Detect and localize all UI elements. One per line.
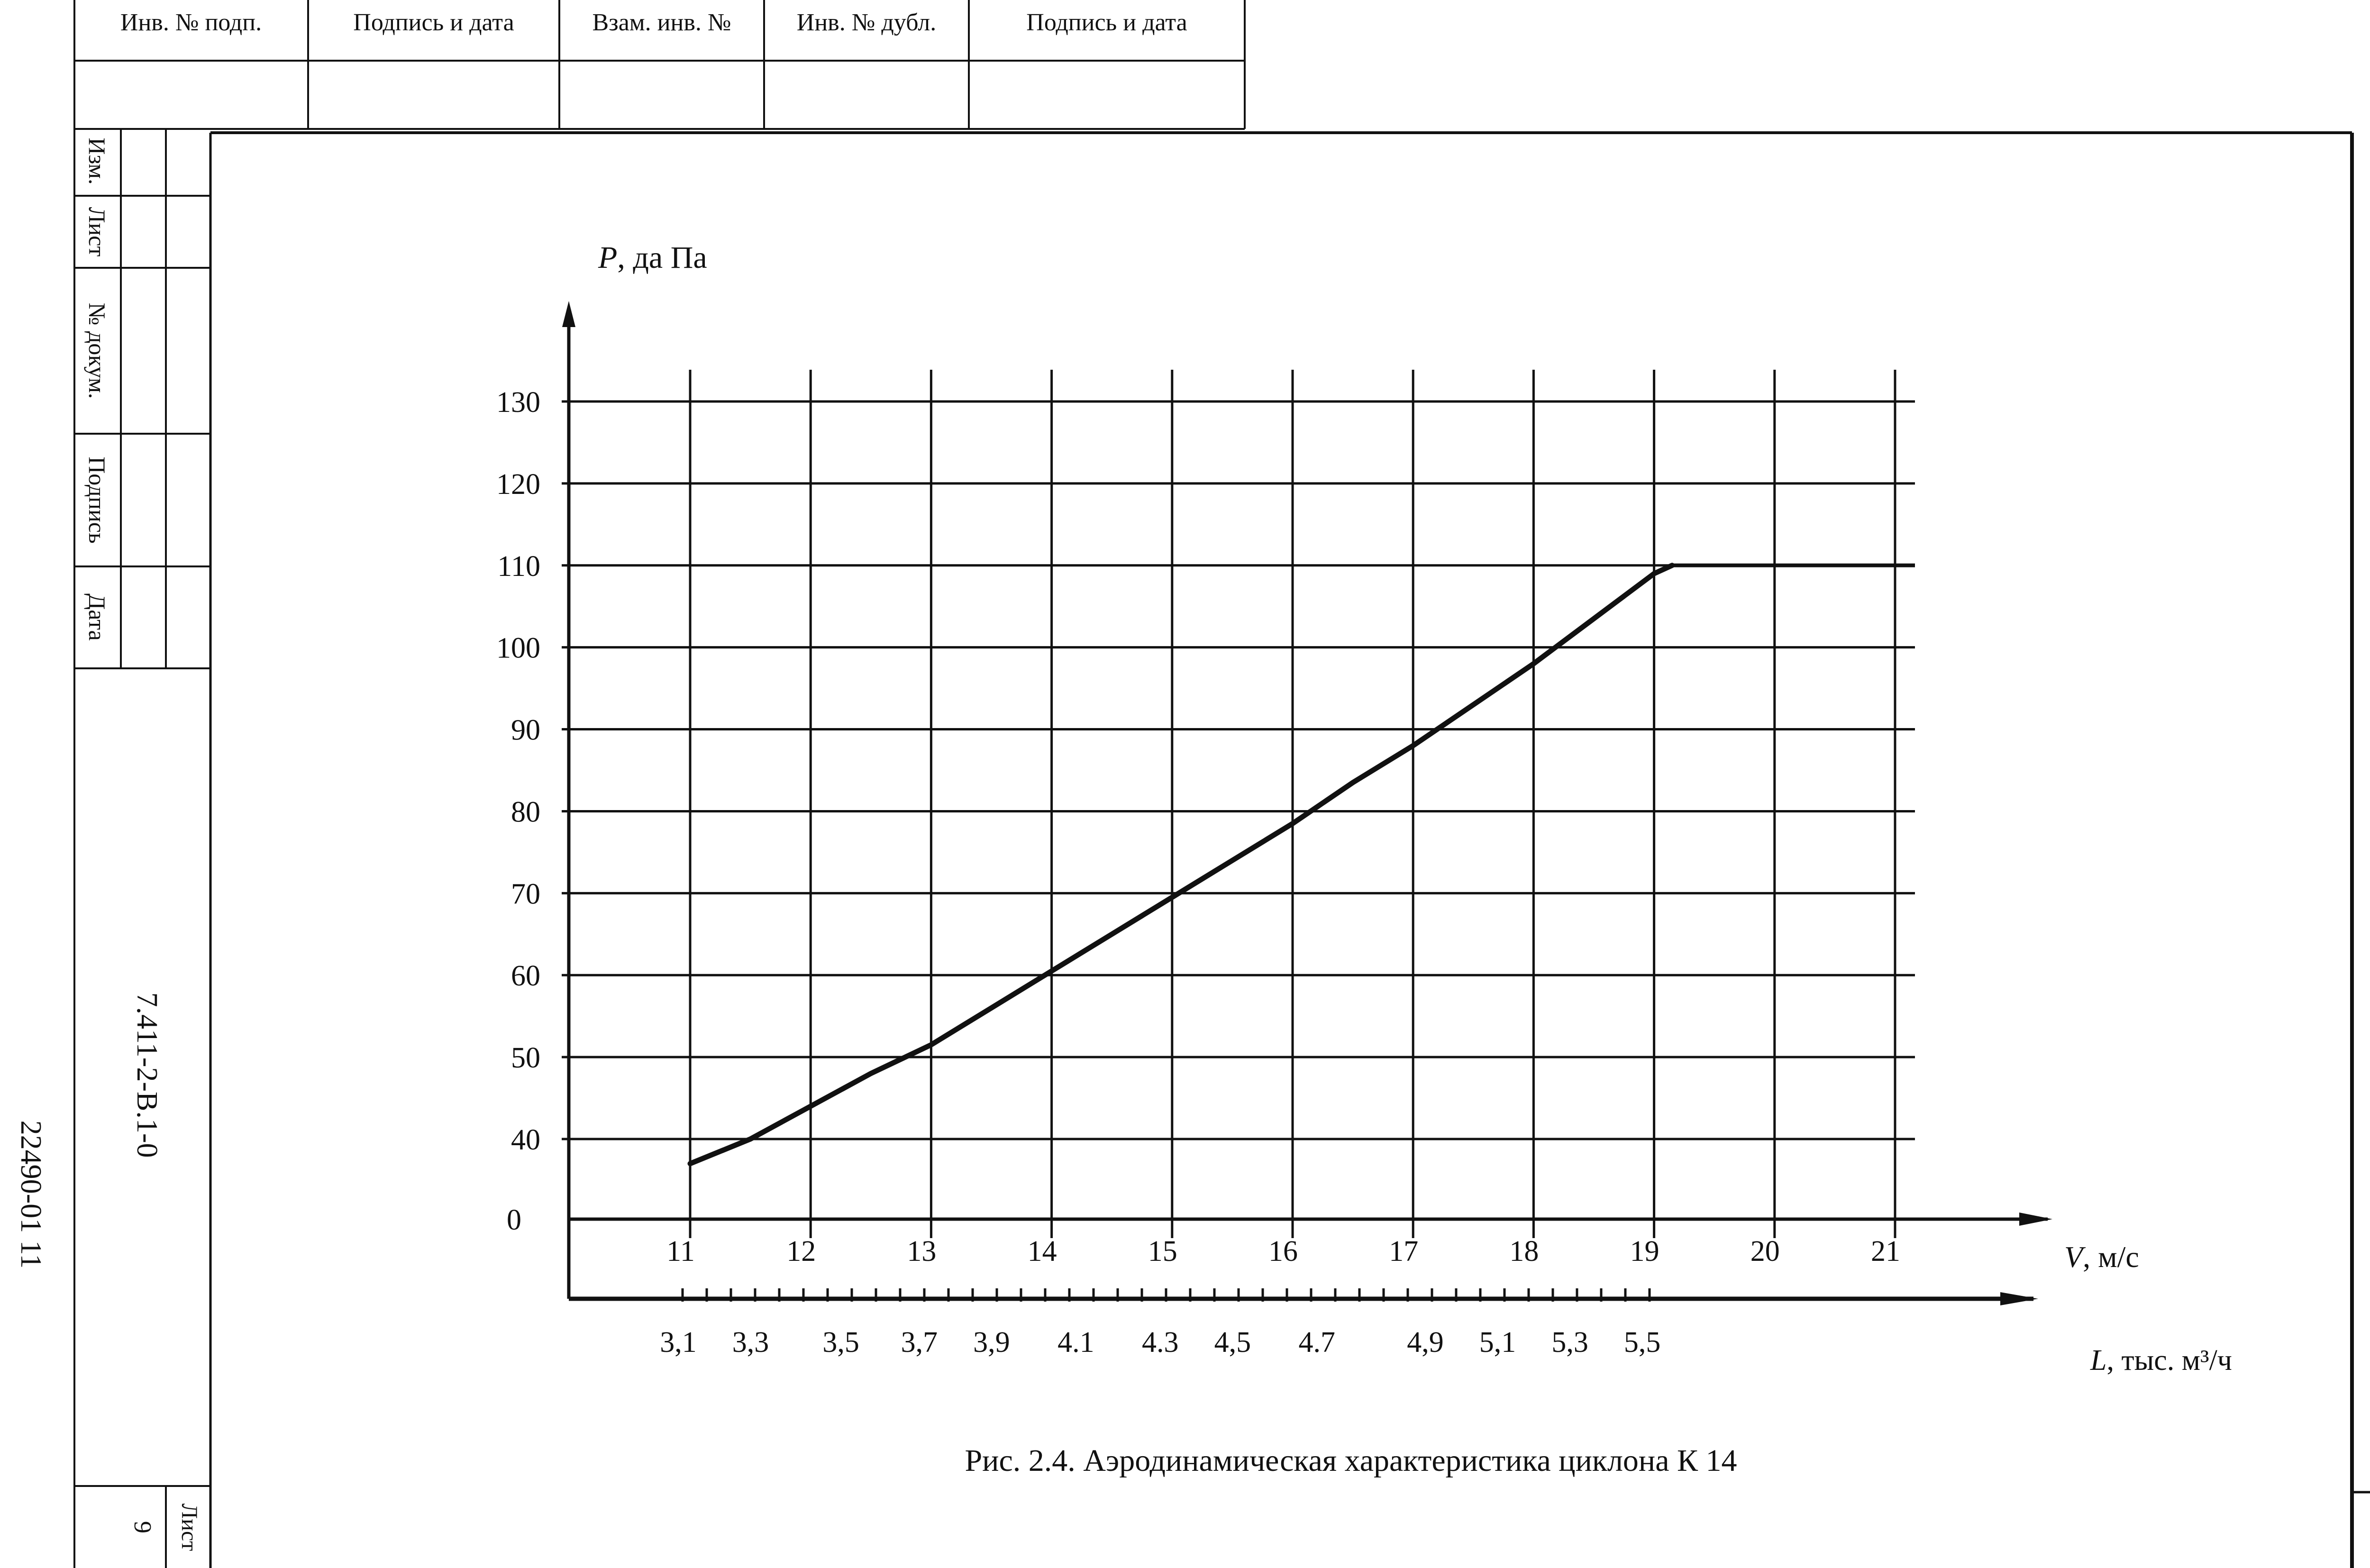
x2-tick-labels bbox=[660, 1326, 1660, 1358]
x2-axis-label: L, тыс. м³/ч bbox=[2090, 1344, 2232, 1377]
x2-tick-label-3,3: 3,3 bbox=[732, 1326, 769, 1358]
x2-axis-arrow bbox=[2000, 1292, 2038, 1305]
x2-tick-label-4,9: 4,9 bbox=[1407, 1326, 1444, 1358]
y-tick-label-60: 60 bbox=[511, 960, 540, 993]
stamp-label-izm: Изм. bbox=[84, 137, 110, 185]
x-tick-label-13: 13 bbox=[907, 1235, 937, 1267]
archive-number: 22490-01 11 bbox=[15, 1120, 47, 1269]
stamp-header-podpis-data-2: Подпись и дата bbox=[1026, 9, 1187, 36]
x2-tick-label-4.1: 4.1 bbox=[1057, 1326, 1094, 1358]
top-stamp-headers bbox=[120, 9, 1187, 36]
y-tick-label-70: 70 bbox=[511, 878, 540, 911]
grid-horizontal-lines bbox=[562, 401, 1915, 1139]
x2-tick-label-3,1: 3,1 bbox=[660, 1326, 697, 1358]
x2-tick-label-3,5: 3,5 bbox=[822, 1326, 859, 1358]
stamp-label-nomer-dokum: № докум. bbox=[84, 302, 110, 399]
x2-tick-label-3,9: 3,9 bbox=[973, 1326, 1010, 1358]
x2-tick-label-5,1: 5,1 bbox=[1479, 1326, 1516, 1358]
y-axis-label: P, да Па bbox=[598, 240, 707, 275]
x2-tick-label-4.7: 4.7 bbox=[1298, 1326, 1336, 1358]
y-tick-label-100: 100 bbox=[496, 632, 540, 665]
sheet-number: 9 bbox=[129, 1521, 156, 1533]
x-axis-arrow bbox=[2019, 1212, 2052, 1226]
x-tick-label-16: 16 bbox=[1268, 1235, 1298, 1267]
x2-tick-label-4,5: 4,5 bbox=[1214, 1326, 1251, 1358]
left-stamp-labels bbox=[84, 137, 110, 640]
y-tick-label-zero: 0 bbox=[507, 1204, 521, 1236]
x-tick-label-21: 21 bbox=[1871, 1235, 1900, 1267]
x2-tick-label-5,5: 5,5 bbox=[1623, 1326, 1661, 1358]
series-group bbox=[690, 565, 1915, 1164]
stamp-label-data: Дата bbox=[84, 593, 110, 641]
x-tick-label-18: 18 bbox=[1509, 1235, 1539, 1267]
y-tick-labels bbox=[496, 386, 540, 1236]
chart-area bbox=[496, 240, 2232, 1478]
x-tick-label-20: 20 bbox=[1750, 1235, 1780, 1267]
document-code: 7.411-2-В.1-0 bbox=[131, 992, 163, 1158]
x-axis-label: V, м/с bbox=[2064, 1240, 2139, 1274]
x-tick-label-15: 15 bbox=[1148, 1235, 1177, 1267]
x-tick-label-19: 19 bbox=[1630, 1235, 1659, 1267]
stamp-label-podpis: Подпись bbox=[84, 456, 110, 544]
stamp-label-list: Лист bbox=[84, 207, 110, 257]
y-tick-label-130: 130 bbox=[496, 386, 540, 419]
x-tick-label-17: 17 bbox=[1389, 1235, 1419, 1267]
stamp-header-vzam-inv: Взам. инв. № bbox=[592, 9, 731, 36]
chart-title: Рис. 2.4. Аэродинамическая характеристика циклона К 14 bbox=[965, 1443, 1737, 1478]
stamp-header-podpis-data: Подпись и дата bbox=[353, 9, 514, 36]
series-line-p-v bbox=[690, 565, 1672, 1164]
y-tick-label-120: 120 bbox=[496, 468, 540, 501]
grid-vertical-lines bbox=[690, 370, 1895, 1238]
stamp-header-inv-dubl: Инв. № дубл. bbox=[796, 9, 937, 36]
x2-tick-marks bbox=[683, 1288, 1650, 1302]
y-axis-arrow bbox=[562, 301, 575, 327]
x-tick-label-11: 11 bbox=[666, 1235, 695, 1267]
sheet-label: Лист bbox=[177, 1503, 202, 1551]
x-tick-label-12: 12 bbox=[786, 1235, 816, 1267]
x-tick-labels bbox=[666, 1235, 1900, 1267]
y-tick-label-50: 50 bbox=[511, 1042, 540, 1075]
x2-tick-label-3,7: 3,7 bbox=[901, 1326, 938, 1358]
chart-axes bbox=[562, 301, 2052, 1305]
stamp-header-inv-podp: Инв. № подп. bbox=[120, 9, 262, 36]
y-tick-label-110: 110 bbox=[497, 550, 540, 583]
x-tick-label-14: 14 bbox=[1027, 1235, 1057, 1267]
x2-tick-label-4.3: 4.3 bbox=[1142, 1326, 1179, 1358]
x2-tick-label-5,3: 5,3 bbox=[1551, 1326, 1588, 1358]
y-tick-label-80: 80 bbox=[511, 796, 540, 829]
y-tick-label-90: 90 bbox=[511, 714, 540, 747]
y-tick-label-40: 40 bbox=[511, 1124, 540, 1156]
